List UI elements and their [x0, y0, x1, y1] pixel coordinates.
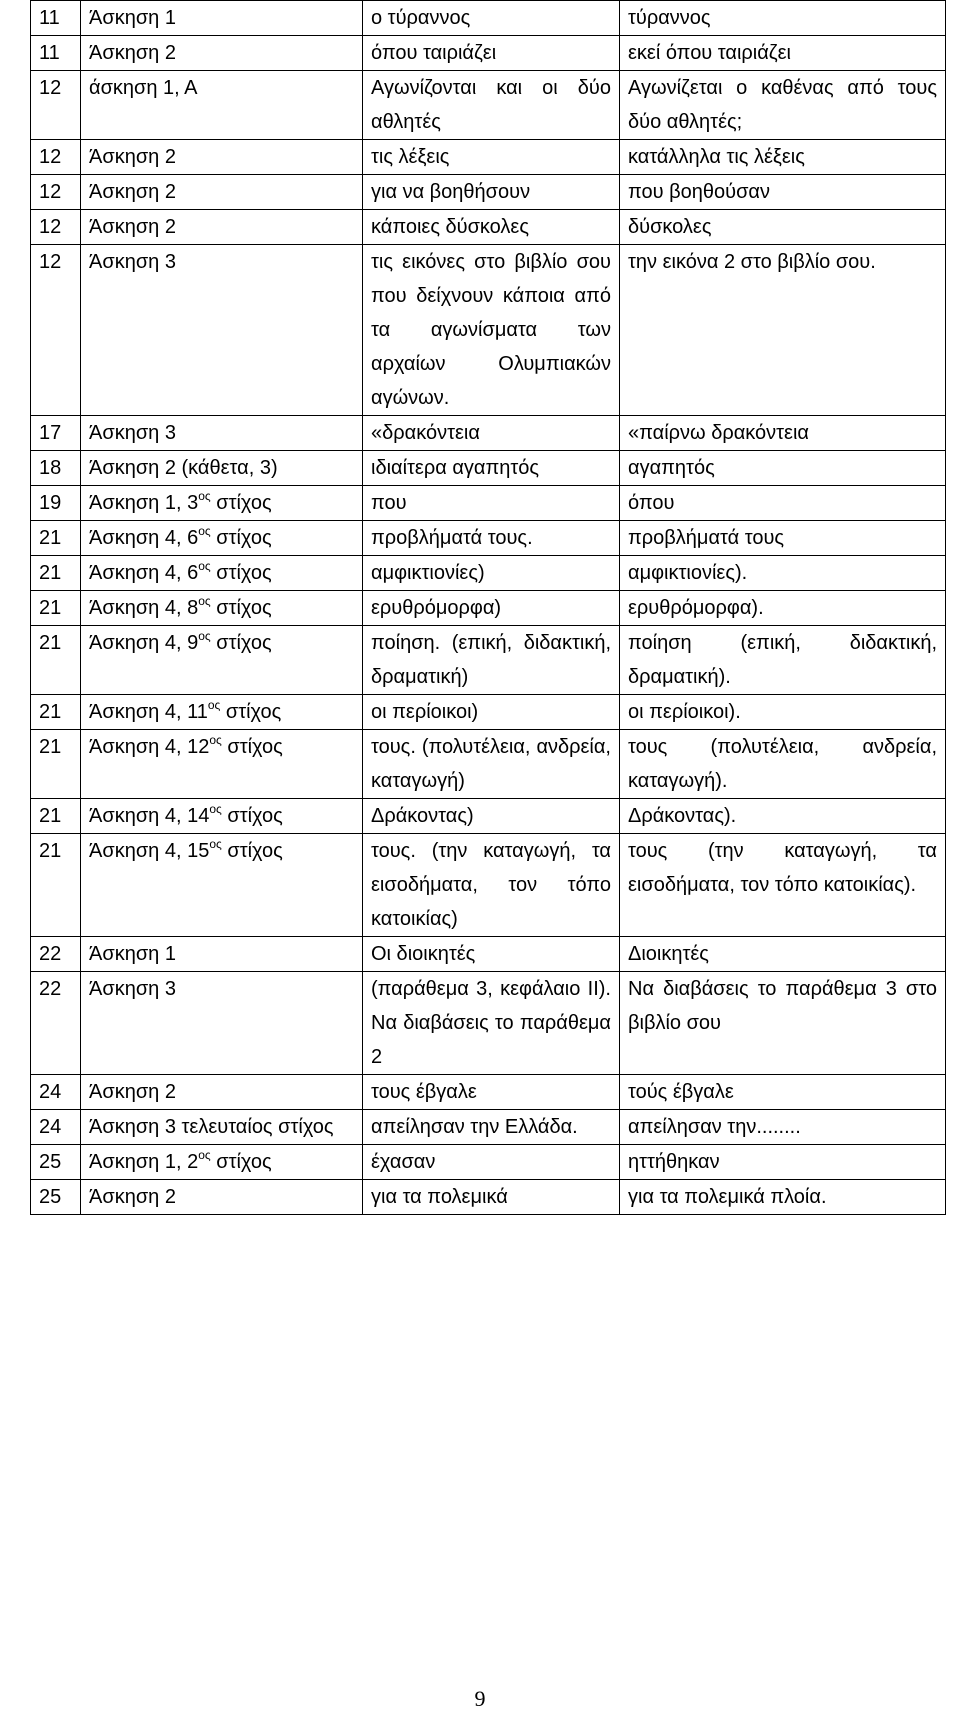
table-row: [31, 1180, 946, 1215]
exercise-label: Άσκηση 4, 6: [89, 562, 199, 584]
exercise-cell: Άσκηση 2 (κάθετα, 3): [81, 451, 363, 486]
correct-text-cell: τους (την καταγωγή, τα εισοδήματα, τον τόπο κατοικίας).: [620, 834, 946, 937]
table-row: [31, 1, 946, 36]
exercise-cell: Άσκηση 2: [81, 36, 363, 71]
exercise-cell: [81, 730, 363, 799]
page-cell: 21: [31, 521, 81, 556]
wrong-text-cell: για να βοηθήσουν: [363, 175, 620, 210]
correct-text-cell: ηττήθηκαν: [620, 1145, 946, 1180]
wrong-text-cell: τους. (πολυτέλεια, ανδρεία, καταγωγή): [363, 730, 620, 799]
ordinal-suffix: ος: [209, 837, 222, 851]
ordinal-suffix: ος: [198, 524, 211, 538]
wrong-text-cell: όπου ταιριάζει: [363, 36, 620, 71]
wrong-text-cell: Δράκοντας): [363, 799, 620, 834]
table-row: [31, 36, 946, 71]
page-cell: 12: [31, 245, 81, 416]
exercise-label: Άσκηση 1, 2: [89, 1151, 199, 1173]
page-cell: 21: [31, 799, 81, 834]
page-cell: 21: [31, 626, 81, 695]
page-cell: 12: [31, 71, 81, 140]
table-row: [31, 834, 946, 937]
table-row: [31, 591, 946, 626]
ordinal-suffix: ος: [198, 489, 211, 503]
table-row: [31, 486, 946, 521]
ordinal-suffix: ος: [198, 594, 211, 608]
exercise-cell: [81, 486, 363, 521]
correct-text-cell: Διοικητές: [620, 937, 946, 972]
table-row: [31, 556, 946, 591]
correct-text-cell: «παίρνω δρακόντεια: [620, 416, 946, 451]
verse-label: στίχος: [221, 736, 283, 758]
correct-text-cell: για τα πολεμικά πλοία.: [620, 1180, 946, 1215]
table-row: [31, 1075, 946, 1110]
page-number: 9: [474, 1686, 486, 1711]
correct-text-cell: τύραννος: [620, 1, 946, 36]
page-cell: 21: [31, 556, 81, 591]
exercise-cell: Άσκηση 2: [81, 1180, 363, 1215]
exercise-cell: [81, 556, 363, 591]
table-row: [31, 972, 946, 1075]
exercise-cell: άσκηση 1, Α: [81, 71, 363, 140]
verse-label: στίχος: [220, 701, 282, 723]
verse-label: στίχος: [221, 840, 283, 862]
exercise-label: Άσκηση 4, 15: [89, 840, 210, 862]
correct-text-cell: δύσκολες: [620, 210, 946, 245]
exercise-label: Άσκηση 4, 8: [89, 597, 199, 619]
page-cell: 12: [31, 140, 81, 175]
table-row: [31, 416, 946, 451]
wrong-text-cell: τις εικόνες στο βιβλίο σου που δείχνουν κάποια από τα αγωνίσματα των αρχαίων Ολυμπιακών αγώνων.: [363, 245, 620, 416]
correct-text-cell: τους (πολυτέλεια, ανδρεία, καταγωγή).: [620, 730, 946, 799]
exercise-label: Άσκηση 4, 6: [89, 527, 199, 549]
correct-text-cell: όπου: [620, 486, 946, 521]
page-cell: 21: [31, 730, 81, 799]
exercise-cell: Άσκηση 3: [81, 972, 363, 1075]
ordinal-suffix: ος: [209, 733, 222, 747]
verse-label: στίχος: [221, 805, 283, 827]
verse-label: στίχος: [210, 632, 272, 654]
table-row: [31, 730, 946, 799]
exercise-cell: Άσκηση 2: [81, 140, 363, 175]
correct-text-cell: αμφικτιονίες).: [620, 556, 946, 591]
exercise-cell: [81, 695, 363, 730]
correct-text-cell: την εικόνα 2 στο βιβλίο σου.: [620, 245, 946, 416]
verse-label: στίχος: [210, 492, 272, 514]
page-cell: 12: [31, 210, 81, 245]
correct-text-cell: απείλησαν την........: [620, 1110, 946, 1145]
exercise-cell: Άσκηση 2: [81, 210, 363, 245]
table-row: [31, 799, 946, 834]
wrong-text-cell: ιδιαίτερα αγαπητός: [363, 451, 620, 486]
wrong-text-cell: (παράθεμα 3, κεφάλαιο ΙΙ). Να διαβάσεις το παράθεμα 2: [363, 972, 620, 1075]
exercise-cell: Άσκηση 2: [81, 175, 363, 210]
table-row: [31, 210, 946, 245]
wrong-text-cell: τους. (την καταγωγή, τα εισοδήματα, τον τόπο κατοικίας): [363, 834, 620, 937]
errata-table-body: [31, 1, 946, 1215]
wrong-text-cell: ποίηση. (επική, διδακτική, δραματική): [363, 626, 620, 695]
wrong-text-cell: Οι διοικητές: [363, 937, 620, 972]
page-cell: 25: [31, 1145, 81, 1180]
correct-text-cell: Αγωνίζεται ο καθένας από τους δύο αθλητές;: [620, 71, 946, 140]
correct-text-cell: εκεί όπου ταιριάζει: [620, 36, 946, 71]
wrong-text-cell: ο τύραννος: [363, 1, 620, 36]
wrong-text-cell: «δρακόντεια: [363, 416, 620, 451]
exercise-cell: [81, 1145, 363, 1180]
wrong-text-cell: Αγωνίζονται και οι δύο αθλητές: [363, 71, 620, 140]
exercise-cell: [81, 834, 363, 937]
exercise-cell: [81, 521, 363, 556]
exercise-cell: Άσκηση 2: [81, 1075, 363, 1110]
wrong-text-cell: έχασαν: [363, 1145, 620, 1180]
ordinal-suffix: ος: [198, 1148, 211, 1162]
table-row: [31, 71, 946, 140]
exercise-label: Άσκηση 4, 9: [89, 632, 199, 654]
wrong-text-cell: τους έβγαλε: [363, 1075, 620, 1110]
ordinal-suffix: ος: [209, 802, 222, 816]
wrong-text-cell: κάποιες δύσκολες: [363, 210, 620, 245]
page-cell: 21: [31, 591, 81, 626]
correct-text-cell: που βοηθούσαν: [620, 175, 946, 210]
correct-text-cell: ποίηση (επική, διδακτική, δραματική).: [620, 626, 946, 695]
wrong-text-cell: που: [363, 486, 620, 521]
errata-table: [30, 0, 946, 1215]
exercise-cell: Άσκηση 3 τελευταίος στίχος: [81, 1110, 363, 1145]
wrong-text-cell: αμφικτιονίες): [363, 556, 620, 591]
wrong-text-cell: οι περίοικοι): [363, 695, 620, 730]
wrong-text-cell: τις λέξεις: [363, 140, 620, 175]
page-cell: 22: [31, 972, 81, 1075]
table-row: [31, 1110, 946, 1145]
exercise-label: Άσκηση 4, 14: [89, 805, 210, 827]
page-cell: 21: [31, 695, 81, 730]
page-cell: 11: [31, 1, 81, 36]
correct-text-cell: τούς έβγαλε: [620, 1075, 946, 1110]
table-row: [31, 175, 946, 210]
table-row: [31, 626, 946, 695]
table-row: [31, 937, 946, 972]
table-row: [31, 521, 946, 556]
table-row: [31, 695, 946, 730]
exercise-label: Άσκηση 4, 11: [89, 701, 208, 723]
table-row: [31, 451, 946, 486]
exercise-cell: [81, 626, 363, 695]
correct-text-cell: προβλήματά τους: [620, 521, 946, 556]
page-cell: 11: [31, 36, 81, 71]
correct-text-cell: Δράκοντας).: [620, 799, 946, 834]
exercise-cell: Άσκηση 1: [81, 1, 363, 36]
page-cell: 18: [31, 451, 81, 486]
correct-text-cell: ερυθρόμορφα).: [620, 591, 946, 626]
verse-label: στίχος: [210, 527, 272, 549]
table-row: [31, 245, 946, 416]
page-cell: 22: [31, 937, 81, 972]
correct-text-cell: κατάλληλα τις λέξεις: [620, 140, 946, 175]
page-cell: 19: [31, 486, 81, 521]
page-cell: 21: [31, 834, 81, 937]
ordinal-suffix: ος: [198, 629, 211, 643]
exercise-cell: [81, 591, 363, 626]
page-cell: 24: [31, 1075, 81, 1110]
correct-text-cell: αγαπητός: [620, 451, 946, 486]
ordinal-suffix: ος: [207, 698, 221, 712]
verse-label: στίχος: [210, 597, 272, 619]
page-cell: 12: [31, 175, 81, 210]
wrong-text-cell: προβλήματά τους.: [363, 521, 620, 556]
page-cell: 17: [31, 416, 81, 451]
wrong-text-cell: ερυθρόμορφα): [363, 591, 620, 626]
verse-label: στίχος: [210, 562, 272, 584]
correct-text-cell: Να διαβάσεις το παράθεμα 3 στο βιβλίο σου: [620, 972, 946, 1075]
exercise-cell: Άσκηση 3: [81, 416, 363, 451]
exercise-cell: Άσκηση 3: [81, 245, 363, 416]
table-row: [31, 1145, 946, 1180]
table-row: [31, 140, 946, 175]
page-cell: 25: [31, 1180, 81, 1215]
exercise-cell: Άσκηση 1: [81, 937, 363, 972]
page-cell: 24: [31, 1110, 81, 1145]
exercise-label: Άσκηση 4, 12: [89, 736, 210, 758]
correct-text-cell: οι περίοικοι).: [620, 695, 946, 730]
exercise-label: Άσκηση 1, 3: [89, 492, 199, 514]
ordinal-suffix: ος: [198, 559, 211, 573]
exercise-cell: [81, 799, 363, 834]
wrong-text-cell: απείλησαν την Ελλάδα.: [363, 1110, 620, 1145]
wrong-text-cell: για τα πολεμικά: [363, 1180, 620, 1215]
verse-label: στίχος: [210, 1151, 272, 1173]
